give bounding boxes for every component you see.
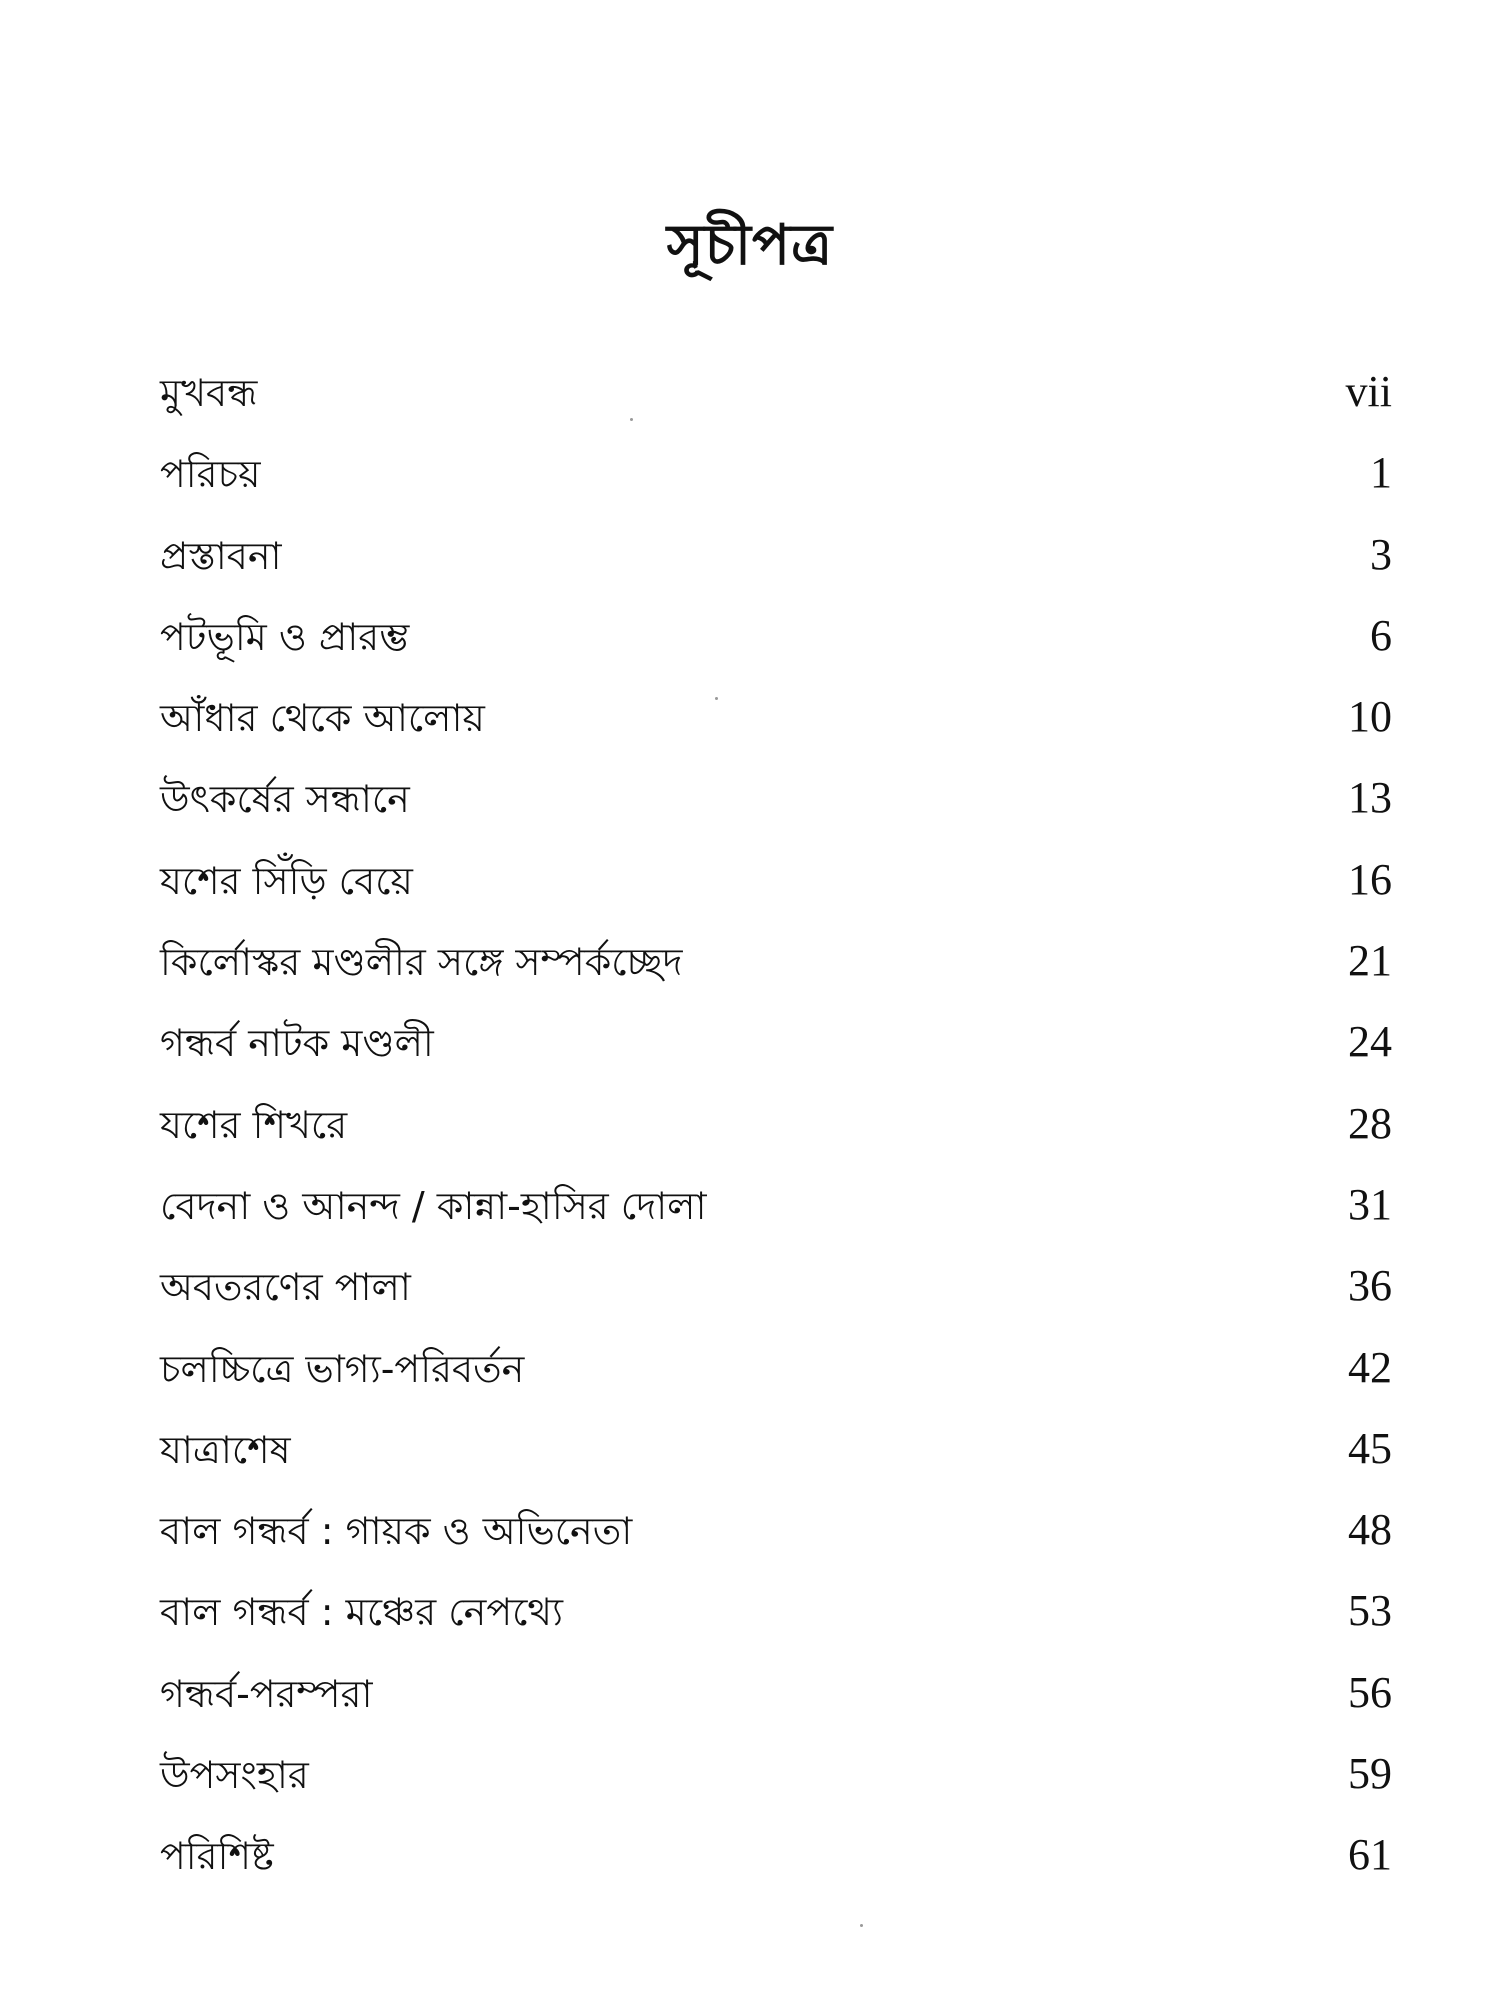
toc-entry-page: 1	[1370, 448, 1392, 498]
toc-entry-label: পরিচয়	[160, 452, 261, 497]
toc-entry-label: গন্ধর্ব নাটক মণ্ডলী	[160, 1021, 434, 1066]
toc-entry	[160, 1500, 1392, 1581]
toc-entry-page: 42	[1348, 1342, 1392, 1392]
toc-entry-label: আঁধার থেকে আলোয়	[160, 696, 485, 741]
toc-entry-page: 48	[1348, 1505, 1392, 1555]
toc-entry-page: 59	[1348, 1749, 1392, 1799]
toc-entry-label: বাল গন্ধর্ব : মঞ্চের নেপথ্যে	[160, 1590, 564, 1635]
toc-entry-label: উৎকর্ষের সন্ধানে	[160, 777, 410, 822]
toc-entry-label: বাল গন্ধর্ব : গায়ক ও অভিনেতা	[160, 1509, 633, 1554]
toc-entry-page: 13	[1348, 773, 1392, 823]
toc-entry	[160, 1581, 1392, 1662]
toc-entry-page: 24	[1348, 1017, 1392, 1067]
paper-speck	[715, 697, 718, 700]
toc-entry	[160, 768, 1392, 849]
toc-entry	[160, 1419, 1392, 1500]
toc-entry	[160, 1012, 1392, 1093]
toc-entry-label: যাত্রাশেষ	[160, 1427, 291, 1472]
toc-entry-label: চলচ্চিত্রে ভাগ্য-পরিবর্তন	[160, 1346, 525, 1391]
toc-entry-label: পটভূমি ও প্রারম্ভ	[160, 614, 410, 659]
table-of-contents	[160, 362, 1392, 1907]
toc-entry	[160, 1256, 1392, 1337]
toc-entry	[160, 1825, 1392, 1906]
paper-speck	[630, 418, 633, 421]
toc-entry-page: 21	[1348, 936, 1392, 986]
toc-entry-label: প্রস্তাবনা	[160, 533, 282, 578]
toc-entry-label: অবতরণের পালা	[160, 1265, 411, 1310]
toc-entry-label: যশের সিঁড়ি বেয়ে	[160, 858, 413, 903]
toc-entry-label: কির্লোস্কর মণ্ডলীর সঙ্গে সম্পর্কচ্ছেদ	[160, 940, 683, 985]
toc-entry	[160, 1175, 1392, 1256]
toc-entry-page: 16	[1348, 854, 1392, 904]
toc-entry-page: 28	[1348, 1098, 1392, 1148]
toc-entry	[160, 1338, 1392, 1419]
toc-entry-label: গন্ধর্ব-পরম্পরা	[160, 1671, 373, 1716]
toc-entry-page: 6	[1370, 610, 1392, 660]
page-title: সূচীপত্র	[666, 212, 834, 278]
toc-entry-page: 53	[1348, 1586, 1392, 1636]
toc-entry	[160, 362, 1392, 443]
toc-entry	[160, 850, 1392, 931]
toc-entry-page: 31	[1348, 1179, 1392, 1229]
toc-entry	[160, 1663, 1392, 1744]
toc-entry	[160, 606, 1392, 687]
toc-entry-page: 56	[1348, 1667, 1392, 1717]
toc-entry	[160, 525, 1392, 606]
toc-entry-label: মুখবন্ধ	[160, 371, 258, 415]
toc-entry-page: 45	[1348, 1423, 1392, 1473]
toc-entry	[160, 1744, 1392, 1825]
toc-entry-page: 61	[1348, 1830, 1392, 1880]
toc-entry-page: vii	[1345, 367, 1392, 416]
paper-speck	[860, 1924, 863, 1927]
toc-entry-label: পরিশিষ্ট	[160, 1834, 274, 1879]
toc-entry-label: বেদনা ও আনন্দ / কান্না-হাসির দোলা	[160, 1183, 707, 1228]
toc-entry-label: যশের শিখরে	[160, 1102, 348, 1147]
toc-entry-page: 3	[1370, 529, 1392, 579]
toc-entry	[160, 1094, 1392, 1175]
toc-entry	[160, 931, 1392, 1012]
toc-entry-label: উপসংহার	[160, 1753, 309, 1798]
toc-entry	[160, 443, 1392, 524]
toc-entry-page: 36	[1348, 1261, 1392, 1311]
toc-entry	[160, 687, 1392, 768]
toc-entry-page: 10	[1348, 692, 1392, 742]
